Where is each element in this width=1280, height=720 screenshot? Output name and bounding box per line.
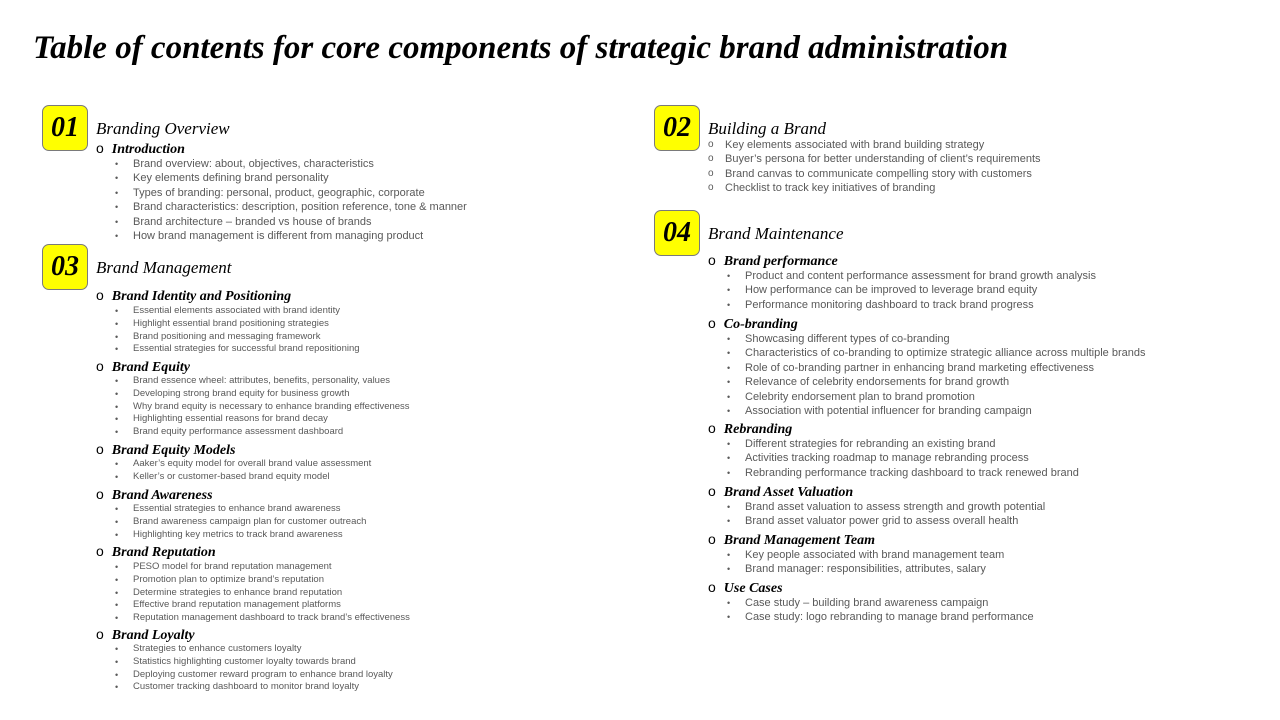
subsection-title: o Brand Loyalty [96,626,195,643]
list-item: o Brand canvas to communicate compelling story with customers [708,167,1041,181]
subsection-title: o Rebranding [708,420,793,437]
bullet-list [725,548,1004,577]
list-item: • Relevance of celebrity endorsements for brand growth [725,375,1145,389]
list-item: • Why brand equity is necessary to enhance branding effectiveness [113,401,410,414]
bullet-list [113,157,467,243]
list-item: • Keller’s or customer-based brand equity model [113,471,371,484]
subsection-title: o Brand Asset Valuation [708,483,854,500]
section-number-badge: 02 [654,105,700,151]
list-item: • Essential strategies for successful brand repositioning [113,343,360,356]
list-item: • Brand asset valuation to assess strength and growth potential [725,500,1045,514]
list-item: • Deploying customer reward program to enhance brand loyalty [113,669,393,682]
list-item: • Characteristics of co-branding to optimize strategic alliance across multiple brands [725,346,1145,360]
list-item: • Brand architecture – branded vs house of brands [113,215,467,229]
bullet-list [113,375,410,439]
section-title: Brand Management [96,258,232,277]
subsection-title: o Use Cases [708,579,783,596]
list-item: • Promotion plan to optimize brand’s reputation [113,574,410,587]
list-item: • Determine strategies to enhance brand reputation [113,587,410,600]
list-item: • Effective brand reputation management platforms [113,599,410,612]
bullet-list [113,643,393,694]
list-item: • Brand awareness campaign plan for customer outreach [113,516,366,529]
subsection-title: o Brand performance [708,252,838,269]
list-item: • Customer tracking dashboard to monitor brand loyalty [113,681,393,694]
list-item: • Highlight essential brand positioning strategies [113,318,360,331]
list-item: • Case study: logo rebranding to manage brand performance [725,610,1034,624]
bullet-list [725,332,1145,418]
list-item: • Developing strong brand equity for business growth [113,388,410,401]
list-item: • Brand manager: responsibilities, attributes, salary [725,562,1004,576]
list-item: • Role of co-branding partner in enhancing brand marketing effectiveness [725,361,1145,375]
list-item: • Essential elements associated with brand identity [113,305,360,318]
list-item: • Key people associated with brand management team [725,548,1004,562]
bullet-list [725,437,1079,480]
list-item: • Case study – building brand awareness campaign [725,596,1034,610]
circle-list [708,138,1041,196]
list-item: • How brand management is different from managing product [113,229,467,243]
list-item: • Statistics highlighting customer loyalty towards brand [113,656,393,669]
subsection-title: o Brand Equity [96,358,190,375]
section-number-badge: 03 [42,244,88,290]
list-item: • Brand asset valuator power grid to assess overall health [725,514,1045,528]
section-number-badge: 01 [42,105,88,151]
section-title: Building a Brand [708,119,827,138]
list-item: • Activities tracking roadmap to manage rebranding process [725,451,1079,465]
subsection-title: o Brand Identity and Positioning [96,287,292,304]
list-item: • Celebrity endorsement plan to brand promotion [725,390,1145,404]
list-item: • Strategies to enhance customers loyalty [113,643,393,656]
list-item: • Highlighting key metrics to track brand awareness [113,529,366,542]
bullet-list [725,500,1045,529]
list-item: • Reputation management dashboard to track brand’s effectiveness [113,612,410,625]
bullet-list [725,269,1096,312]
list-item: • How performance can be improved to leverage brand equity [725,283,1096,297]
list-item: • Brand characteristics: description, position reference, tone & manner [113,200,467,214]
section-number-badge: 04 [654,210,700,256]
bullet-list [725,596,1034,625]
subsection-title: o Brand Management Team [708,531,875,548]
subsection-title: o Introduction [96,140,185,157]
bullet-list [113,458,371,484]
list-item: • Types of branding: personal, product, geographic, corporate [113,186,467,200]
list-item: • Product and content performance assessment for brand growth analysis [725,269,1096,283]
list-item: • Association with potential influencer for branding campaign [725,404,1145,418]
subsection-title: o Brand Reputation [96,543,216,560]
list-item: o Buyer’s persona for better understanding of client’s requirements [708,152,1041,166]
list-item: • PESO model for brand reputation management [113,561,410,574]
list-item: • Essential strategies to enhance brand awareness [113,503,366,516]
subsection-title: o Co-branding [708,315,798,332]
list-item: • Highlighting essential reasons for brand decay [113,413,410,426]
list-item: • Brand positioning and messaging framework [113,331,360,344]
bullet-list [113,305,360,356]
section-title: Branding Overview [96,119,230,138]
list-item: o Checklist to track key initiatives of branding [708,181,1041,195]
bullet-list [113,561,410,625]
page-title: Table of contents for core components of strategic brand administration [33,30,1009,66]
list-item: • Rebranding performance tracking dashboard to track renewed brand [725,466,1079,480]
subsection-title: o Brand Awareness [96,486,213,503]
subsection-title: o Brand Equity Models [96,441,236,458]
list-item: • Different strategies for rebranding an existing brand [725,437,1079,451]
list-item: • Showcasing different types of co-branding [725,332,1145,346]
list-item: • Brand essence wheel: attributes, benefits, personality, values [113,375,410,388]
list-item: • Brand equity performance assessment dashboard [113,426,410,439]
section-title: Brand Maintenance [708,224,844,243]
list-item: • Aaker’s equity model for overall brand value assessment [113,458,371,471]
list-item: • Brand overview: about, objectives, characteristics [113,157,467,171]
list-item: • Key elements defining brand personality [113,171,467,185]
bullet-list [113,503,366,541]
list-item: • Performance monitoring dashboard to track brand progress [725,298,1096,312]
list-item: o Key elements associated with brand building strategy [708,138,1041,152]
